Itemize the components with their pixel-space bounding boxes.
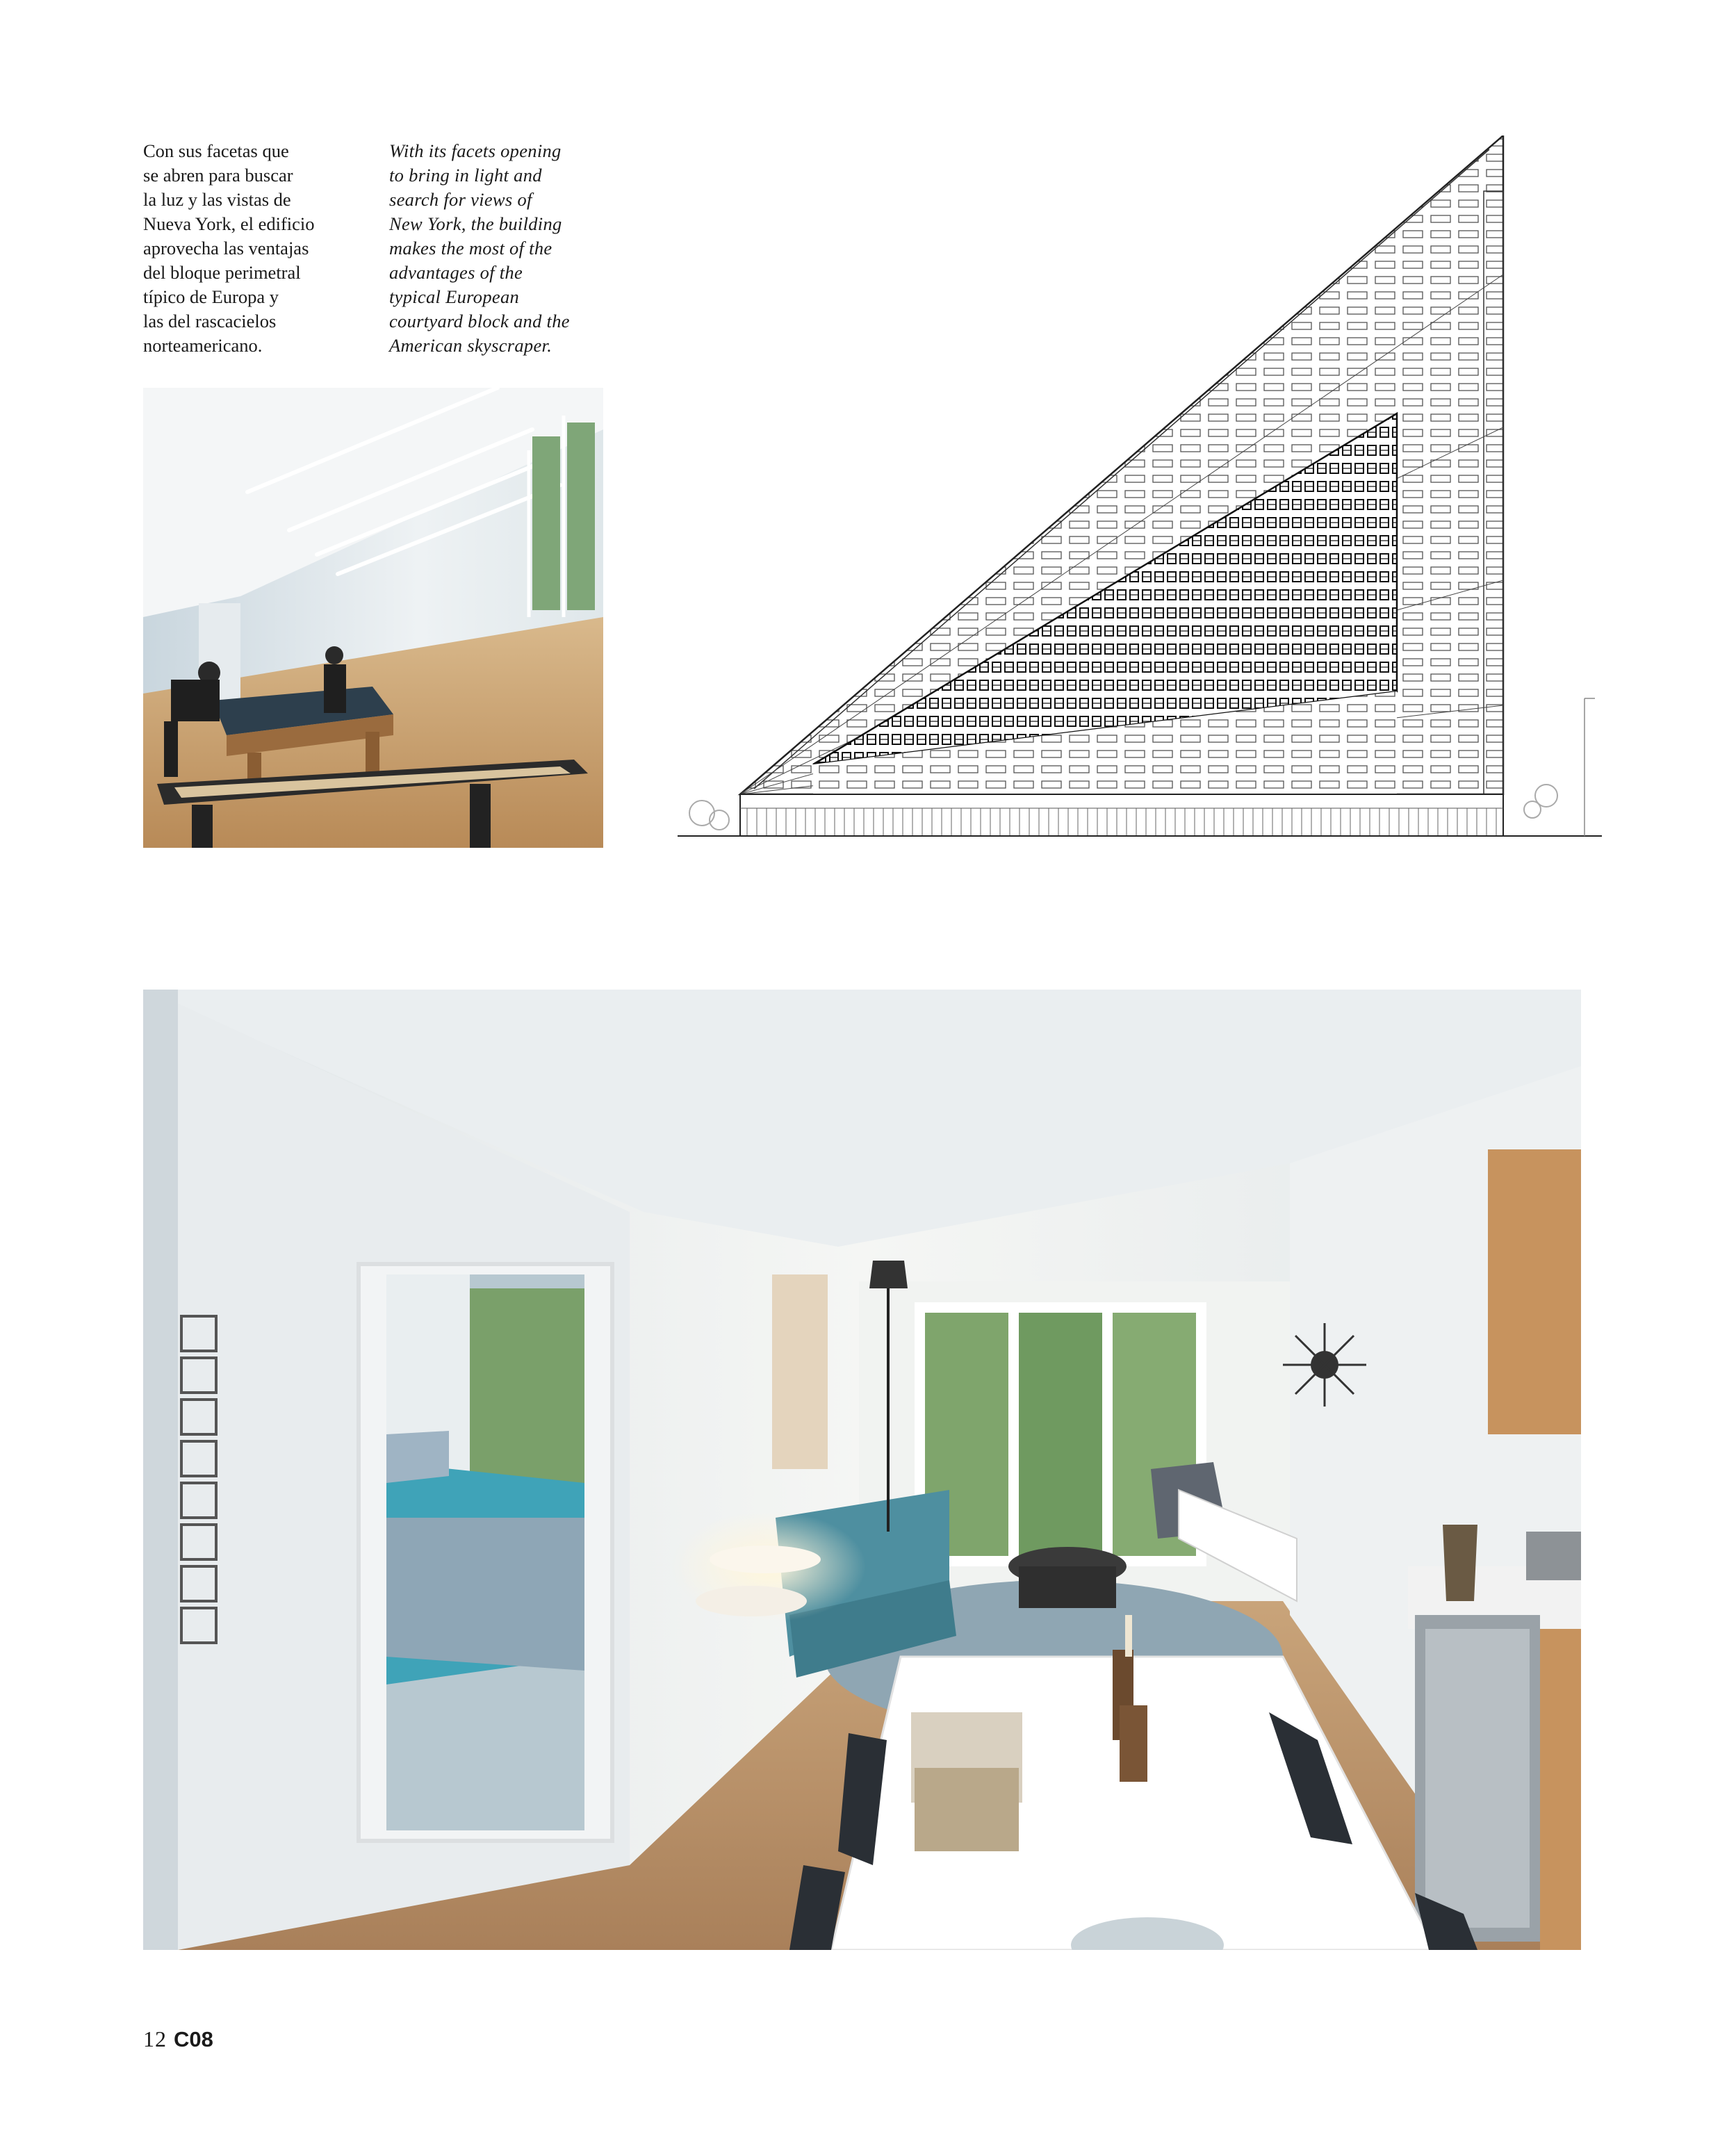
caption-english: With its facets opening to bring in light and search for views of New York, the building makes the most of the advantages of the typical European courtyard block and the American skyscraper.	[389, 140, 570, 356]
apartment-interior-photo	[143, 990, 1581, 1950]
building-elevation-drawing	[678, 136, 1602, 848]
magazine-logo: C08	[174, 2027, 213, 2051]
page-folio	[143, 2025, 213, 2053]
games-room-photo	[143, 388, 603, 848]
page-number: 12	[143, 2026, 167, 2051]
caption-spanish: Con sus facetas que se abren para buscar la luz y las vistas de Nueva York, el edificio aprovecha las ventajas del bloque perimetral típico de Europa y las del rascacielos norteamericano.	[143, 140, 315, 356]
